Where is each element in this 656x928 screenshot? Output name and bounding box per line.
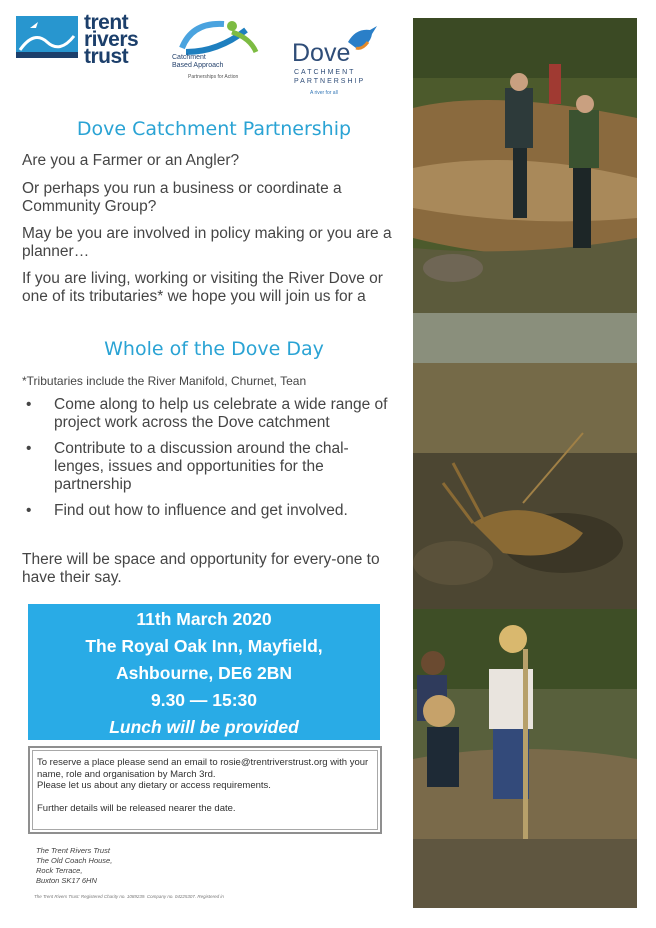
event-venue: The Royal Oak Inn, Mayfield, — [85, 636, 323, 656]
trent-logo-line2: rivers — [84, 28, 139, 51]
cba-line2: Based Approach — [172, 62, 224, 69]
kingfisher-icon — [346, 24, 378, 54]
bullet-dot: • — [26, 440, 32, 457]
trent-rivers-trust-logo — [16, 11, 146, 72]
trent-logo-line3: trust — [84, 45, 129, 68]
reservation-line-2: Please let us about any dietary or access requirements. — [37, 780, 271, 791]
list-item — [22, 396, 394, 432]
bullet-dot: • — [26, 502, 32, 519]
address-line: The Trent Rivers Trust — [36, 846, 110, 855]
event-date: 11th March 2020 — [136, 609, 272, 629]
crayfish-underwater-photo — [413, 313, 637, 609]
event-place: Ashbourne, DE6 2BN — [116, 663, 292, 683]
dove-logo-sub1: CATCHMENT — [294, 69, 356, 76]
address-line: Rock Terrace, — [36, 866, 83, 875]
event-lunch: Lunch will be provided — [109, 717, 299, 737]
dove-logo-sub2: PARTNERSHIP — [294, 78, 366, 85]
intro-line-2: Or perhaps you run a business or coordinate a Community Group? — [22, 180, 342, 215]
event-title: Whole of the Dove Day — [104, 338, 324, 360]
list-item — [22, 440, 394, 494]
children-in-river-photo — [413, 609, 637, 908]
list-item — [22, 502, 394, 520]
river-survey-photo — [413, 18, 637, 313]
page-title: Dove Catchment Partnership — [76, 118, 352, 140]
reservation-line-1: To reserve a place please send an email to rosie@trentriverstrust.org with your name, role and organisation by March 3rd. — [37, 757, 369, 780]
cba-sub: Partnerships for Action — [188, 74, 239, 80]
address-line: Buxton SK17 6HN — [36, 876, 97, 885]
bullet-list — [22, 396, 394, 528]
bullet-dot: • — [26, 396, 32, 413]
dove-catchment-logo — [290, 28, 386, 100]
cba-logo-icon — [172, 18, 272, 58]
address-line: The Old Coach House, — [36, 856, 113, 865]
tributaries-note: *Tributaries include the River Manifold, Churnet, Tean — [22, 374, 307, 388]
cba-line1: Catchment — [172, 54, 206, 61]
trent-logo-icon — [16, 16, 78, 58]
bullet-text: Come along to help us celebrate a wide range of project work across the Dove catchment — [54, 396, 388, 431]
intro-line-4: If you are living, working or visiting the River Dove or one of its tributaries* we hope you will join us for a — [22, 270, 383, 305]
footer-note: The Trent Rivers Trust: Registered Charity no. 1089239. Company no. 04225307. Registered in — [34, 894, 224, 899]
event-time: 9.30 — 15:30 — [150, 690, 258, 710]
event-details-box — [28, 604, 380, 740]
address-block — [36, 846, 112, 886]
reservation-line-3: Further details will be released nearer the date. — [37, 802, 236, 814]
intro-line-1: Are you a Farmer or an Angler? — [22, 152, 240, 169]
bullet-text: Contribute to a discussion around the chal-lenges, issues and opportunities for the partnership — [54, 440, 349, 493]
intro-line-3: May be you are involved in policy making or you are a planner… — [22, 225, 392, 260]
dove-logo-tagline: A river for all — [310, 90, 338, 96]
trent-logo-line1: trent — [84, 11, 129, 34]
cba-logo — [172, 18, 272, 82]
bullet-text: Find out how to influence and get involved. — [54, 502, 348, 519]
photo-column — [413, 18, 637, 908]
closing-text: There will be space and opportunity for every-one to have their say. — [22, 551, 380, 586]
reservation-box — [28, 746, 382, 834]
dove-logo-word: Dove — [292, 39, 351, 67]
